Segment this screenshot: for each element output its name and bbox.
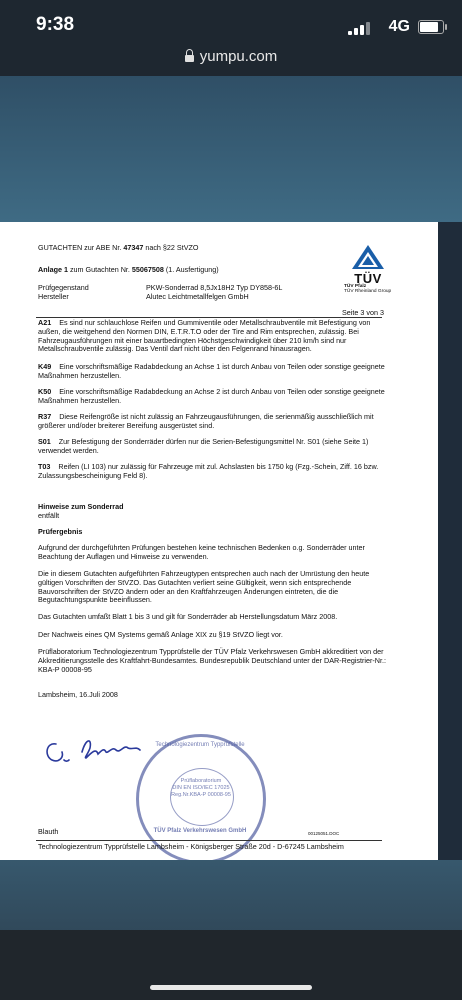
clock: 9:38 [36, 14, 75, 35]
field-label-hersteller: Hersteller [38, 292, 69, 301]
field-value-pruefgegenstand: PKW-Sonderrad 8,5Jx18H2 Typ DY858-6L [146, 283, 283, 292]
code-label: S01 [38, 437, 51, 446]
document-page[interactable] [0, 222, 438, 860]
lock-icon [185, 55, 194, 62]
place-date: Lambsheim, 16.Juli 2008 [38, 690, 118, 699]
handwritten-signature [42, 730, 162, 770]
code-text: Zur Befestigung der Sonderräder dürfen nur die Serien-Befestigungsmittel Nr. S01 (siehe Seite 1) verwendet werden. [38, 437, 369, 455]
code-label: R37 [38, 412, 52, 421]
gutachten-header [38, 244, 198, 253]
code-label: A21 [38, 318, 52, 327]
anlage-line [38, 266, 219, 275]
network-type: 4G [388, 18, 410, 35]
pruefergebnis-paragraph: Aufgrund der durchgeführten Prüfungen bestehen keine technischen Bedenken o.g. Sonderräder unter Beachtung der Auflagen und Hinweise zu verwenden. [38, 543, 365, 561]
hinweise-text: entfällt [38, 511, 60, 520]
anlage-suffix: (1. Ausfertigung) [163, 265, 219, 274]
code-block-k49 [38, 363, 388, 381]
code-text: Eine vorschriftsmäßige Radabdeckung an Achse 2 ist durch Anbau von Teilen oder sonstige geeignete Maßnahmen herzustellen. [38, 387, 385, 405]
status-bar [0, 0, 462, 44]
page-info: Seite 3 von 3 [342, 308, 384, 317]
field-value-hersteller: Alutec Leichtmetallfelgen GmbH [146, 292, 249, 301]
footer-divider [36, 840, 382, 841]
code-block-t03 [38, 463, 388, 481]
tuv-line1: TÜV Pfalz [344, 283, 367, 289]
footer-address: Technologiezentrum Typprüfstelle Lambsheim - Königsberger Straße 20d - D-67245 Lambsheim [38, 842, 344, 851]
abe-number: 47347 [123, 243, 144, 252]
tuv-triangle-icon [350, 244, 386, 270]
code-block-a21 [38, 319, 388, 354]
address-bar[interactable] [0, 44, 462, 76]
stamp-outer-bottom: TÜV Pfalz Verkehrswesen GmbH [153, 828, 247, 834]
pruefergebnis-paragraph: Der Nachweis eines QM Systems gemäß Anlage XIX zu §19 StVZO liegt vor. [38, 630, 283, 639]
stamp-line3: Reg.Nr.KBA-P 00008-95 [171, 792, 231, 798]
code-text: Eine vorschriftsmäßige Radabdeckung an Achse 1 ist durch Anbau von Teilen oder sonstige geeignete Maßnahmen herzustellen. [38, 362, 385, 380]
tuv-word: TÜV [354, 270, 382, 286]
code-block-r37 [38, 413, 388, 431]
code-label: T03 [38, 462, 51, 471]
header-prefix: GUTACHTEN zur ABE Nr. [38, 243, 124, 252]
signer-name: Blauth [38, 827, 59, 836]
stamp-line1: Prüflaboratorium [180, 778, 222, 784]
pruefergebnis-paragraph: Prüflaboratorium Technologiezentrum Typprüfstelle der TÜV Pfalz Verkehrswesen GmbH akkreditiert von der Akkreditierungsstelle des Kraftfahrt-Bundesamtes. Bundesrepublik Deutschland unter der DAR-Registrier-Nr.: KBA-P 00008-95 [38, 647, 386, 674]
pruefergebnis-paragraph: Die in diesem Gutachten aufgeführten Fahrzeugtypen entsprechen auch nach der Umrüstung den heute gültigen Vorschriften der StVZO. Das Gutachten verliert seine Gültigkeit, wenn sich entsprechende Bauvorschriften der StVZO ändern oder an den Kraftfahrzeugen Änderungen eintreten, die die Begutachtungspunkte beeinflussen. [38, 569, 370, 605]
doc-code: 00125051.DOC [308, 831, 340, 836]
header-suffix: nach §22 StVZO [143, 243, 199, 252]
viewer-background-top [0, 76, 462, 222]
url-domain: yumpu.com [199, 48, 278, 65]
code-label: K49 [38, 362, 52, 371]
anlage-label: Anlage 1 [38, 265, 68, 274]
code-label: K50 [38, 387, 52, 396]
pruefergebnis-paragraph: Das Gutachten umfaßt Blatt 1 bis 3 und gilt für Sonderräder ab Herstellungsdatum März 2008. [38, 612, 338, 621]
code-block-k50 [38, 388, 388, 406]
gutachten-number: 55067508 [131, 265, 164, 274]
tuv-line2: TÜV Rheinland Group [344, 289, 392, 295]
cellular-signal-icon [348, 21, 370, 35]
battery-icon [418, 20, 444, 34]
anlage-middle: zum Gutachten Nr. [67, 265, 132, 274]
code-text: Diese Reifengröße ist nicht zulässig an Fahrzeugausführungen, die serienmäßig ausschließlich mit größerer und/oder breiterer Bereifung ausgerüstet sind. [38, 412, 374, 430]
code-block-s01 [38, 438, 388, 456]
code-text: Reifen (LI 103) nur zulässig für Fahrzeuge mit zul. Achslasten bis 1750 kg (Fzg.-Schein, Ziff. 16 bzw. Zulassungsbescheinigung Feld 8). [38, 462, 379, 480]
pruefergebnis-title: Prüfergebnis [38, 527, 83, 536]
stamp-outer-top: Technologiezentrum Typprüfstelle [155, 742, 245, 748]
home-indicator[interactable] [150, 985, 312, 990]
stamp-line2: DIN EN ISO/IEC 17025 [172, 785, 230, 791]
field-label-pruefgegenstand: Prüfgegenstand [38, 283, 89, 292]
hinweise-title: Hinweise zum Sonderrad [38, 502, 124, 511]
code-text: Es sind nur schlauchlose Reifen und Gummiventile oder Metallschraubventile mit Befestigung von außen, die weitgehend den Normen DIN, E.T.R.T.O oder der Tire and Rim entsprechen, zulässig. Bei Fahrzeugausführungen mit einer bauartbedingten Höchstgeschwindigkeit über 210 km/h sind nur Metallschraubventile zulässig. Das Ventil darf nicht über den Felgenrand hinausragen. [38, 318, 371, 354]
tuv-logo [338, 244, 398, 295]
